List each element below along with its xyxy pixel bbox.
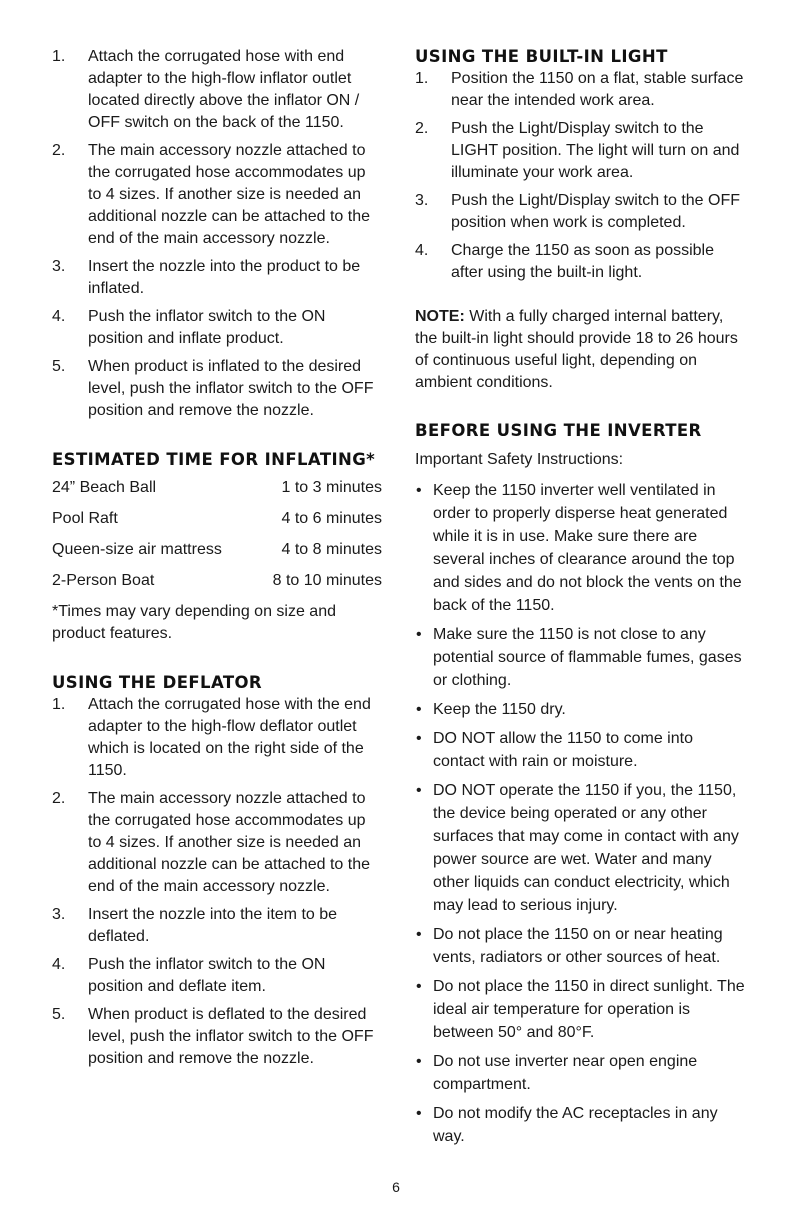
step-number: 2. [415,120,429,137]
step-text: Push the Light/Display switch to the OFF position when work is completed. [451,192,741,231]
step-number: 5. [52,1006,66,1023]
step-number: 4. [52,308,66,325]
light-step-2 [415,118,745,184]
inflation-times-table [52,477,382,601]
light-step-1 [415,68,745,112]
safety-item-text: Do not place the 1150 on or near heating vents, radiators or other sources of heat. [433,926,723,966]
right-column [415,46,745,1148]
time-row [52,539,382,570]
safety-item [415,1050,745,1096]
step-number: 2. [52,142,66,159]
deflator-step-2 [52,788,382,898]
step-number: 1. [52,696,66,713]
bullet: • [416,701,422,718]
bullet: • [416,1053,422,1070]
inflator-step-2 [52,140,382,250]
time-row [52,570,382,601]
time-item: Queen-size air mattress [52,541,222,558]
step-number: 1. [415,70,429,87]
time-value: 1 to 3 minutes [281,479,382,496]
step-number: 3. [415,192,429,209]
inflator-steps [52,46,382,422]
step-text: Insert the nozzle into the product to be inflated. [88,258,361,297]
step-text: The main accessory nozzle attached to the corrugated hose accommodates up to 4 sizes. If another size is needed an additional nozzle can be attached to the end of the main accessory nozzle. [88,142,370,247]
safety-item [415,479,745,617]
deflator-heading: USING THE DEFLATOR [52,673,263,692]
safety-item [415,1102,745,1148]
bullet: • [416,1105,422,1122]
inflator-step-5 [52,356,382,422]
safety-item [415,727,745,773]
note-label: NOTE: [415,308,465,325]
inflator-step-4 [52,306,382,350]
safety-item [415,923,745,969]
step-text: Insert the nozzle into the item to be deflated. [88,906,338,945]
estimated-time-heading: ESTIMATED TIME FOR INFLATING* [52,450,376,469]
step-number: 4. [415,242,429,259]
left-column [52,46,382,1070]
inflator-step-1 [52,46,382,134]
time-item: 24” Beach Ball [52,479,157,496]
step-text: Attach the corrugated hose with the end adapter to the high-flow deflator outlet which is located on the right side of the 1150. [88,696,371,779]
light-note [415,306,745,394]
deflator-step-4 [52,954,382,998]
light-step-3 [415,190,745,234]
step-number: 4. [52,956,66,973]
note-text: With a fully charged internal battery, the built-in light should provide 18 to 26 hours of continuous useful light, depending on ambient conditions. [415,308,738,391]
bullet: • [416,482,422,499]
inverter-heading: BEFORE USING THE INVERTER [415,421,702,440]
safety-item [415,698,745,721]
step-text: Push the inflator switch to the ON position and deflate item. [88,956,326,995]
safety-item [415,623,745,692]
safety-item-text: Keep the 1150 inverter well ventilated in order to properly disperse heat generated while it is in use. Make sure there are several inches of clearance around the top and sides and do not block the vents on the back of the 1150. [433,482,742,614]
time-item: 2-Person Boat [52,572,155,589]
safety-item-text: Do not modify the AC receptacles in any way. [433,1105,718,1145]
deflator-steps [52,694,382,1070]
step-number: 1. [52,48,66,65]
safety-item-text: Do not place the 1150 in direct sunlight. The ideal air temperature for operation is between 50° and 80°F. [433,978,745,1041]
safety-item-text: Make sure the 1150 is not close to any potential source of flammable fumes, gases or clothing. [433,626,742,689]
step-number: 3. [52,906,66,923]
bullet: • [416,782,422,799]
deflator-step-1 [52,694,382,782]
step-text: Push the Light/Display switch to the LIGHT position. The light will turn on and illuminate your work area. [451,120,740,181]
time-item: Pool Raft [52,510,118,527]
time-row [52,477,382,508]
safety-item-text: DO NOT allow the 1150 to come into contact with rain or moisture. [433,730,693,770]
light-step-4 [415,240,745,284]
light-steps [415,68,745,284]
bullet: • [416,978,422,995]
step-number: 3. [52,258,66,275]
step-number: 5. [52,358,66,375]
page-number: 6 [392,1179,400,1195]
safety-item [415,975,745,1044]
step-text: Charge the 1150 as soon as possible after using the built-in light. [451,242,714,281]
times-footnote: *Times may vary depending on size and product features. [52,603,336,642]
bullet: • [416,926,422,943]
time-value: 8 to 10 minutes [272,572,382,589]
safety-intro: Important Safety Instructions: [415,451,624,468]
step-number: 2. [52,790,66,807]
step-text: Attach the corrugated hose with end adapter to the high-flow inflator outlet located directly above the inflator ON / OFF switch on the back of the 1150. [88,48,360,131]
time-value: 4 to 6 minutes [281,510,382,527]
safety-item-text: Keep the 1150 dry. [433,701,566,718]
built-in-light-heading: USING THE BUILT-IN LIGHT [415,47,668,66]
step-text: Position the 1150 on a flat, stable surface near the intended work area. [451,70,744,109]
safety-item-text: Do not use inverter near open engine compartment. [433,1053,698,1093]
deflator-step-3 [52,904,382,948]
step-text: When product is inflated to the desired level, push the inflator switch to the OFF position and remove the nozzle. [88,358,374,419]
step-text: When product is deflated to the desired level, push the inflator switch to the OFF position and remove the nozzle. [88,1006,374,1067]
inflator-step-3 [52,256,382,300]
step-text: The main accessory nozzle attached to the corrugated hose accommodates up to 4 sizes. If another size is needed an additional nozzle can be attached to the end of the main accessory nozzle. [88,790,370,895]
safety-item [415,779,745,917]
safety-list [415,479,745,1148]
deflator-step-5 [52,1004,382,1070]
bullet: • [416,730,422,747]
bullet: • [416,626,422,643]
time-row [52,508,382,539]
step-text: Push the inflator switch to the ON position and inflate product. [88,308,326,347]
safety-item-text: DO NOT operate the 1150 if you, the 1150, the device being operated or any other surfaces that may come in contact with any power source are wet. Water and many other liquids can conduct electricity, which may lead to serious injury. [433,782,739,914]
time-value: 4 to 8 minutes [281,541,382,558]
